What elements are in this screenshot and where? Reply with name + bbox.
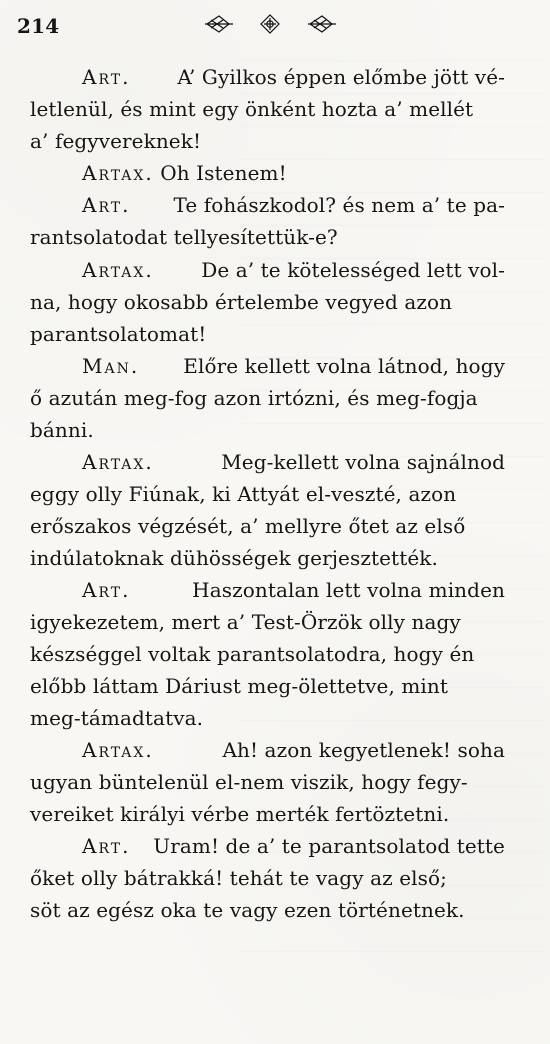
text-line: [30, 514, 505, 538]
dialogue-text: vereiket királyi vérbe merték fertöztetni.: [30, 802, 450, 826]
speaker-name: Artax.: [82, 161, 154, 185]
text-line: [30, 610, 505, 634]
dialogue-text: söt az egész oka te vagy ezen történetnek.: [30, 898, 465, 922]
text-line: [30, 546, 438, 570]
speaker-name: Artax.: [82, 450, 154, 474]
dialogue-text: letlenül, és mint egy önként hozta a’ mellét: [30, 97, 474, 121]
text-line: [82, 834, 505, 858]
dialogue-text: Meg-kellett volna sajnálnod: [221, 450, 505, 474]
text-line: [30, 770, 505, 794]
text-line: [82, 354, 505, 378]
text-line: [30, 802, 449, 826]
dialogue-text: rantsolatodat tellyesítettük-e?: [30, 225, 338, 249]
text-line: [82, 738, 505, 762]
dialogue-text: őket olly bátrakká! tehát te vagy az első;: [30, 866, 447, 890]
text-line: [82, 193, 505, 217]
text-line: [30, 225, 338, 249]
dialogue-text: bánni.: [30, 418, 94, 442]
text-line: [82, 450, 505, 474]
text-line: [30, 290, 505, 314]
speaker-name: Artax.: [82, 738, 154, 762]
dialogue-text: erőszakos végzését, a’ mellyre őtet az első: [30, 514, 466, 538]
speaker-name: Artax.: [82, 258, 154, 282]
dialogue-text: ugyan büntelenül el-nem viszik, hogy fegy-: [30, 770, 468, 794]
speaker-name: Art.: [82, 578, 131, 602]
dialogue-text: A’ Gyilkos éppen előmbe jött vé-: [177, 65, 505, 89]
text-line: [30, 322, 206, 346]
dialogue-text: Uram! de a’ te parantsolatod tette: [153, 834, 505, 858]
text-line: [82, 161, 287, 185]
dialogue-text: Ah! azon kegyetlenek! soha: [222, 738, 505, 762]
text-line: [30, 642, 505, 666]
text-line: [82, 65, 505, 89]
speaker-name: Art.: [82, 834, 131, 858]
text-line: [82, 258, 505, 282]
dialogue-text: Oh Istenem!: [160, 161, 287, 185]
dialogue-text: De a’ te kötelességed lett vol-: [201, 258, 505, 282]
dialogue-text: na, hogy okosabb értelembe vegyed azon: [30, 290, 453, 314]
page-header: [0, 0, 550, 60]
speaker-name: Art.: [82, 193, 131, 217]
decorative-ornament-icon: [203, 12, 338, 36]
dialogue-text: indúlatoknak dühösségek gerjesztették.: [30, 546, 438, 570]
page-number: 214: [17, 14, 60, 38]
dialogue-text: parantsolatomat!: [30, 322, 207, 346]
dialogue-text: eggy olly Fiúnak, ki Attyát el-veszté, azon: [30, 482, 457, 506]
dialogue-text: Előre kellett volna látnod, hogy: [183, 354, 505, 378]
dialogue-text: Te fohászkodol? és nem a’ te pa-: [173, 193, 505, 217]
dialogue-text: meg-támadtatva.: [30, 706, 204, 730]
text-line: [30, 386, 505, 410]
dialogue-text: Haszontalan lett volna minden: [192, 578, 505, 602]
dialogue-text: igyekezetem, mert a’ Test-Örzök olly nagy: [30, 610, 461, 634]
dialogue-text: ő azután meg-fog azon irtózni, és meg-fogja: [30, 386, 478, 410]
text-line: [30, 129, 201, 153]
text-line: [30, 706, 203, 730]
dialogue-text: készséggel voltak parantsolatodra, hogy én: [30, 642, 475, 666]
text-line: [30, 898, 505, 922]
text-line: [30, 482, 505, 506]
dialogue-text: előbb láttam Dáriust meg-ölettetve, mint: [30, 674, 449, 698]
text-line: [82, 578, 505, 602]
text-line: [30, 418, 94, 442]
dialogue-text: a’ fegyvereknek!: [30, 129, 202, 153]
text-line: [30, 97, 505, 121]
text-line: [30, 866, 505, 890]
speaker-name: Art.: [82, 65, 131, 89]
text-line: [30, 674, 505, 698]
speaker-name: Man.: [82, 354, 140, 378]
